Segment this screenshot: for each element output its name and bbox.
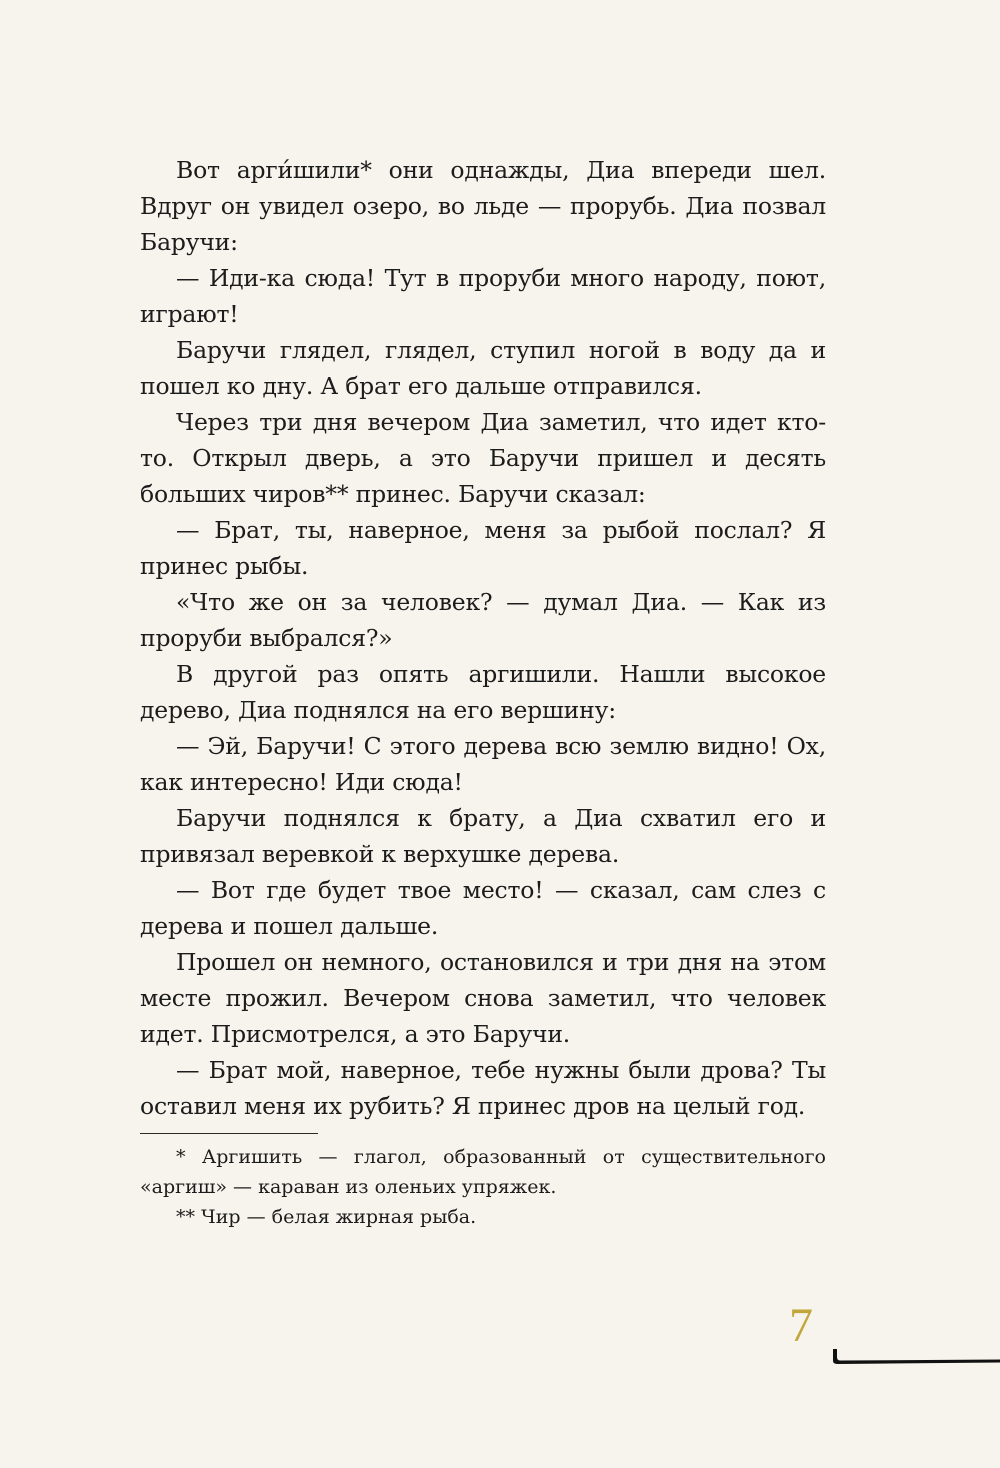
- paragraph: — Брат, ты, наверное, меня за рыбой послал? Я принес рыбы.: [140, 516, 826, 580]
- footnote-divider: [140, 1133, 318, 1134]
- footnote: ** Чир — белая жирная рыба.: [176, 1206, 477, 1228]
- paragraph: — Брат мой, наверное, тебе нужны были дрова? Ты оставил меня их рубить? Я принес дров на целый год.: [140, 1056, 826, 1120]
- paragraph: — Эй, Баручи! С этого дерева всю землю видно! Ох, как интересно! Иди сюда!: [140, 732, 826, 796]
- paragraph: — Иди-ка сюда! Тут в проруби много народу, поют, играют!: [140, 264, 826, 328]
- main-text: [140, 152, 826, 1124]
- paragraph: Прошел он немного, остановился и три дня на этом месте прожил. Вечером снова заметил, что человек идет. Присмотрелся, а это Баручи.: [140, 948, 826, 1048]
- paragraph: Баручи поднялся к брату, а Диа схватил его и привязал веревкой к верхушке дерева.: [140, 804, 826, 868]
- paragraph: — Вот где будет твое место! — сказал, сам слез с дерева и пошел дальше.: [140, 876, 826, 940]
- paragraph: «Что же он за человек? — думал Диа. — Как из проруби выбрался?»: [140, 588, 826, 652]
- paragraph: В другой раз опять аргишили. Нашли высокое дерево, Диа поднялся на его вершину:: [140, 660, 826, 724]
- page-corner-decoration: [830, 1335, 1000, 1367]
- paragraph: Вот арги́шили* они однажды, Диа впереди шел. Вдруг он увидел озеро, во льде — прорубь. Диа позвал Баручи:: [140, 156, 826, 256]
- page-number: 7: [789, 1299, 813, 1352]
- paragraph: Баручи глядел, глядел, ступил ногой в воду да и пошел ко дну. А брат его дальше отправился.: [140, 336, 826, 400]
- footnotes: [140, 1142, 826, 1232]
- paragraph: Через три дня вечером Диа заметил, что идет кто-то. Открыл дверь, а это Баручи пришел и десять больших чиров** принес. Баручи сказал:: [140, 408, 826, 508]
- footnote: * Аргишить — глагол, образованный от существительного «аргиш» — караван из оленьих упряжек.: [140, 1146, 826, 1198]
